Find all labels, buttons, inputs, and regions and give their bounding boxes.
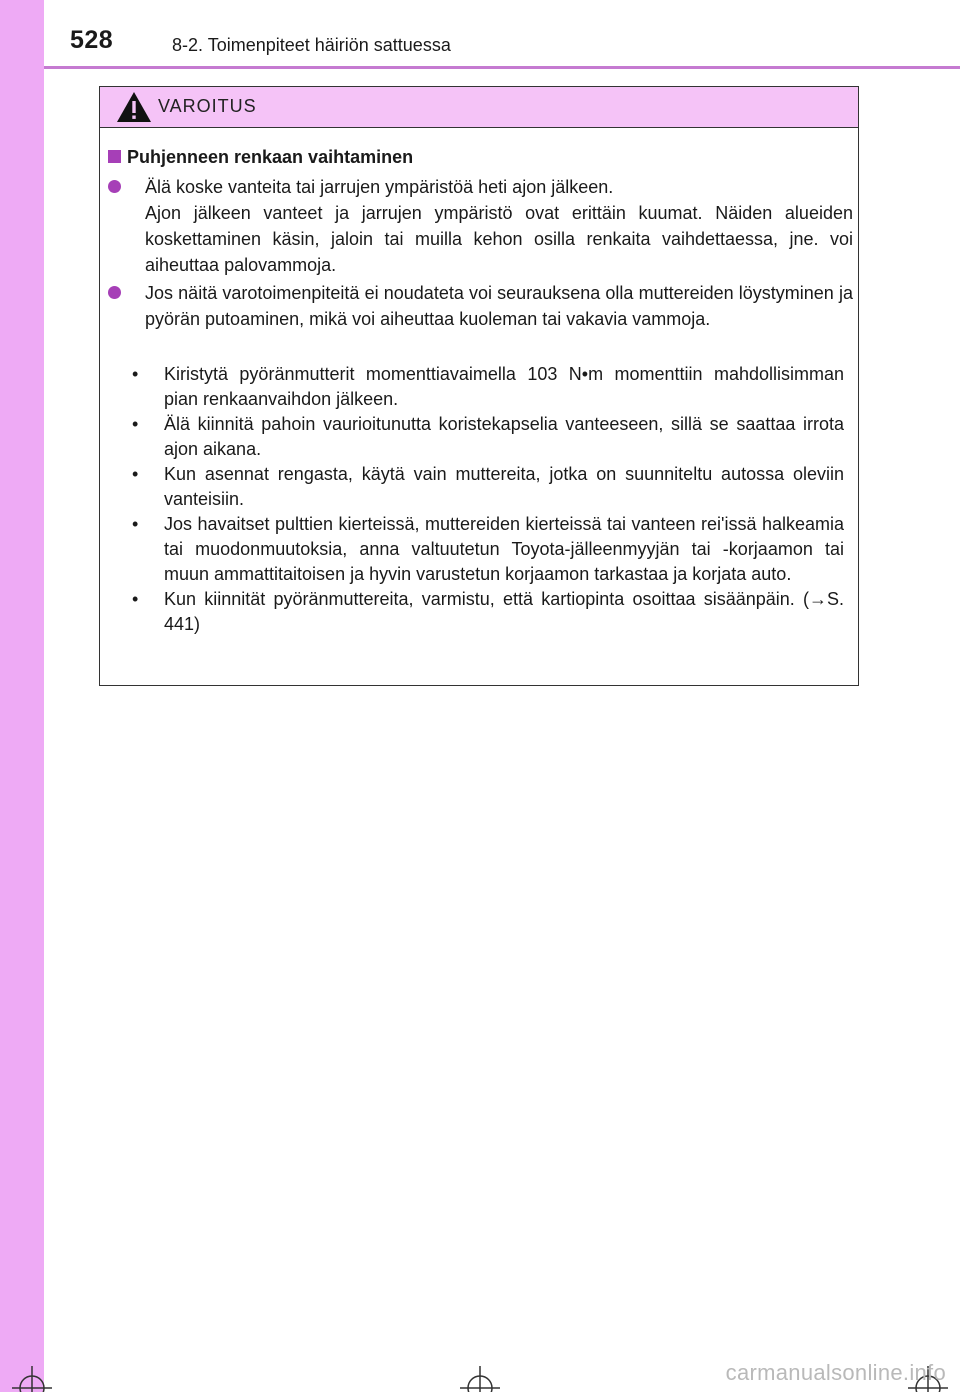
- warning-box: [99, 86, 859, 686]
- warning-item-1: [108, 174, 853, 278]
- square-bullet-icon: [108, 150, 121, 163]
- warning-sub-list: [124, 362, 844, 637]
- crop-mark-icon: [460, 1352, 500, 1392]
- header-divider: [44, 66, 960, 69]
- warning-item-1-title: Älä koske vanteita tai jarrujen ympäristöä heti ajon jälkeen.: [145, 177, 614, 197]
- list-item: • Kun kiinnität pyöränmuttereita, varmistu, että kartiopinta osoittaa sisäänpäin. (→S. 441): [132, 589, 844, 634]
- list-item: • Älä kiinnitä pahoin vaurioitunutta koristekapselia vanteeseen, sillä se saattaa irrota ajon aikana.: [132, 414, 844, 459]
- warning-heading: [108, 147, 413, 168]
- warning-item-1-text: Ajon jälkeen vanteet ja jarrujen ympäristö ovat erittäin kuumat. Näiden alueiden koskettaminen käsin, jaloin tai muilla kehon osilla renkaita vaihdettaessa, jne. voi aiheuttaa palovammoja.: [145, 203, 853, 275]
- crop-mark-icon: [12, 1352, 52, 1392]
- warning-item-2-text: Jos näitä varotoimenpiteitä ei noudateta voi seurauksena olla muttereiden löystyminen ja pyörän putoaminen, mikä voi aiheuttaa kuoleman tai vakavia vammoja.: [145, 283, 853, 329]
- warning-header: [100, 87, 858, 128]
- warning-heading-text: Puhjenneen renkaan vaihtaminen: [127, 147, 414, 167]
- page-number: 528: [70, 26, 114, 54]
- side-color-strip: [0, 0, 44, 1392]
- watermark: carmanualsonline.info: [725, 1360, 946, 1385]
- warning-item-2: [108, 280, 853, 332]
- round-bullet-icon: [108, 180, 121, 193]
- list-item: • Kiristytä pyöränmutterit momenttiavaimella 103 N•m momenttiin mahdollisimman pian renkaanvaihdon jälkeen.: [132, 364, 844, 409]
- warning-triangle-icon: [116, 91, 152, 123]
- warning-label: VAROITUS: [158, 96, 257, 116]
- section-title: 8-2. Toimenpiteet häiriön sattuessa: [172, 35, 451, 55]
- list-item: • Kun asennat rengasta, käytä vain muttereita, jotka on suunniteltu autossa oleviin vanteisiin.: [132, 464, 844, 509]
- round-bullet-icon: [108, 286, 121, 299]
- list-item: • Jos havaitset pulttien kierteissä, muttereiden kierteissä tai vanteen rei'issä halkeamia tai muodonmuutoksia, anna valtuutetun Toyota-jälleenmyyjän tai -korjaamon tai muun ammattitaitoisen ja hyvin varustetun korjaamon tarkastaa ja korjata auto.: [132, 514, 844, 584]
